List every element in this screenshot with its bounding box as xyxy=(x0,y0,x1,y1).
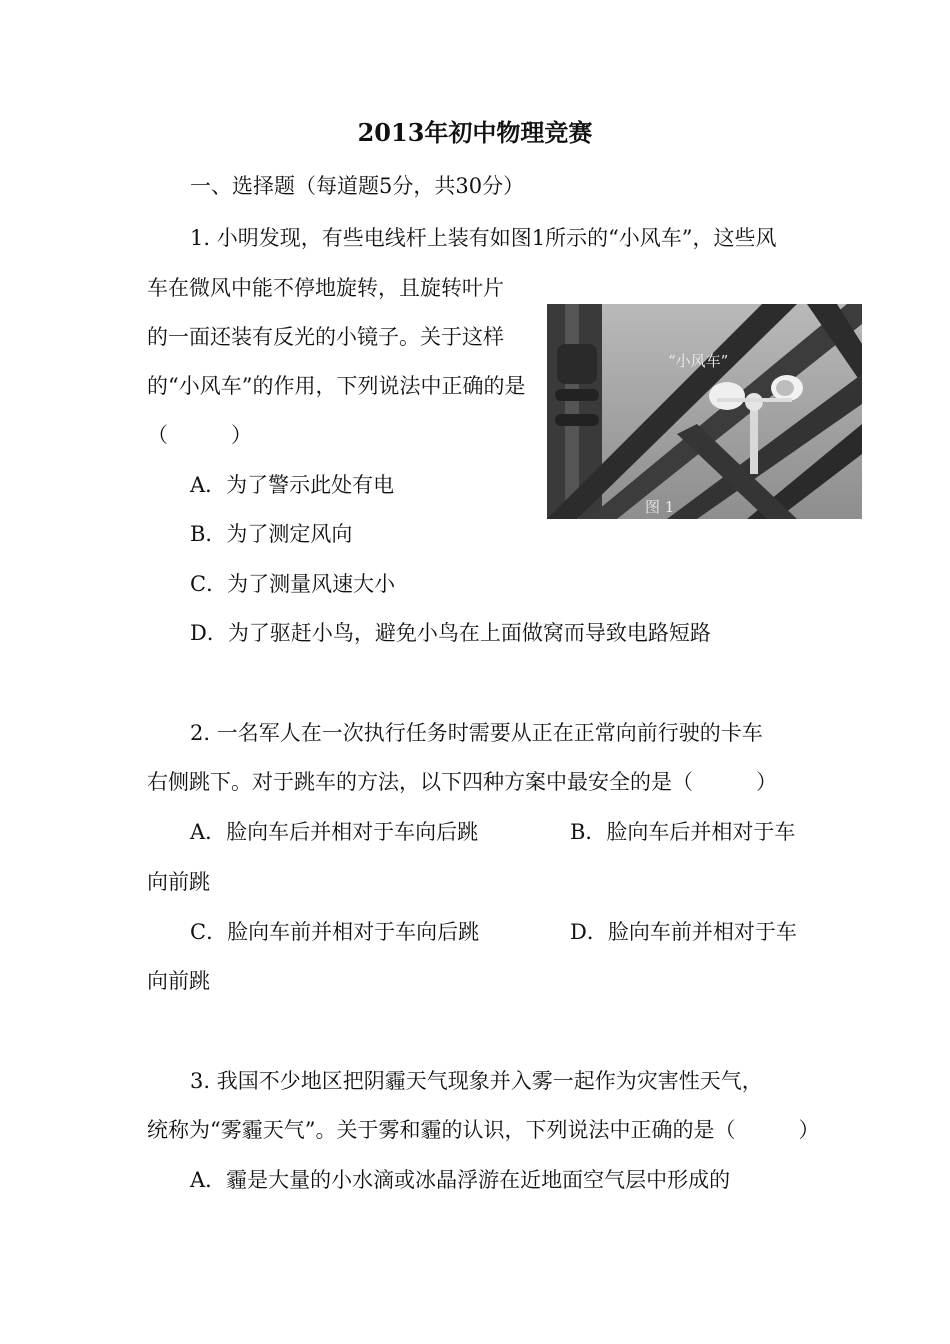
q1-line-1: 1. 小明发现，有些电线杆上装有如图1所示的“小风车”，这些风 xyxy=(190,226,777,250)
q3-line-2: 统称为“雾霾天气”。关于雾和霾的认识，下列说法中正确的是（ ） xyxy=(147,1118,820,1142)
q2-option-b: B．脸向车后并相对于车 xyxy=(570,820,796,844)
q1-answer-blank: （ ） xyxy=(147,423,252,447)
q1-option-a: A．为了警示此处有电 xyxy=(190,473,395,497)
q1-line-4: 的“小风车”的作用，下列说法中正确的是 xyxy=(147,374,526,398)
q3-line-1: 3. 我国不少地区把阴霾天气现象并入雾一起作为灾害性天气， xyxy=(190,1069,763,1093)
q1-line-2: 车在微风中能不停地旋转，且旋转叶片 xyxy=(147,276,504,300)
q2-option-c: C．脸向车前并相对于车向后跳 xyxy=(190,920,480,944)
figure-1-tag: “小风车” xyxy=(668,352,729,370)
q2-option-b-continued: 向前跳 xyxy=(147,870,210,894)
q2-line-1: 2. 一名军人在一次执行任务时需要从正在正常向前行驶的卡车 xyxy=(190,721,763,745)
section-heading: 一、选择题（每道题5分，共30分） xyxy=(190,174,525,198)
q2-option-a: A．脸向车后并相对于车向后跳 xyxy=(190,820,479,844)
pinwheel-photo-illustration xyxy=(547,304,862,519)
q1-option-b: B．为了测定风向 xyxy=(190,522,353,546)
figure-1-photo xyxy=(547,304,862,519)
q2-option-d: D．脸向车前并相对于车 xyxy=(570,920,797,944)
q1-line-3: 的一面还装有反光的小镜子。关于这样 xyxy=(147,325,504,349)
q3-option-a: A．霾是大量的小水滴或冰晶浮游在近地面空气层中形成的 xyxy=(190,1168,731,1192)
q2-option-d-continued: 向前跳 xyxy=(147,969,210,993)
q1-option-c: C．为了测量风速大小 xyxy=(190,572,396,596)
q2-line-2: 右侧跳下。对于跳车的方法，以下四种方案中最安全的是（ ） xyxy=(147,770,777,794)
figure-1-caption: 图 1 xyxy=(645,498,675,516)
q1-option-d: D．为了驱赶小鸟，避免小鸟在上面做窝而导致电路短路 xyxy=(190,621,711,645)
page-title: 2013年初中物理竞赛 xyxy=(357,118,593,147)
